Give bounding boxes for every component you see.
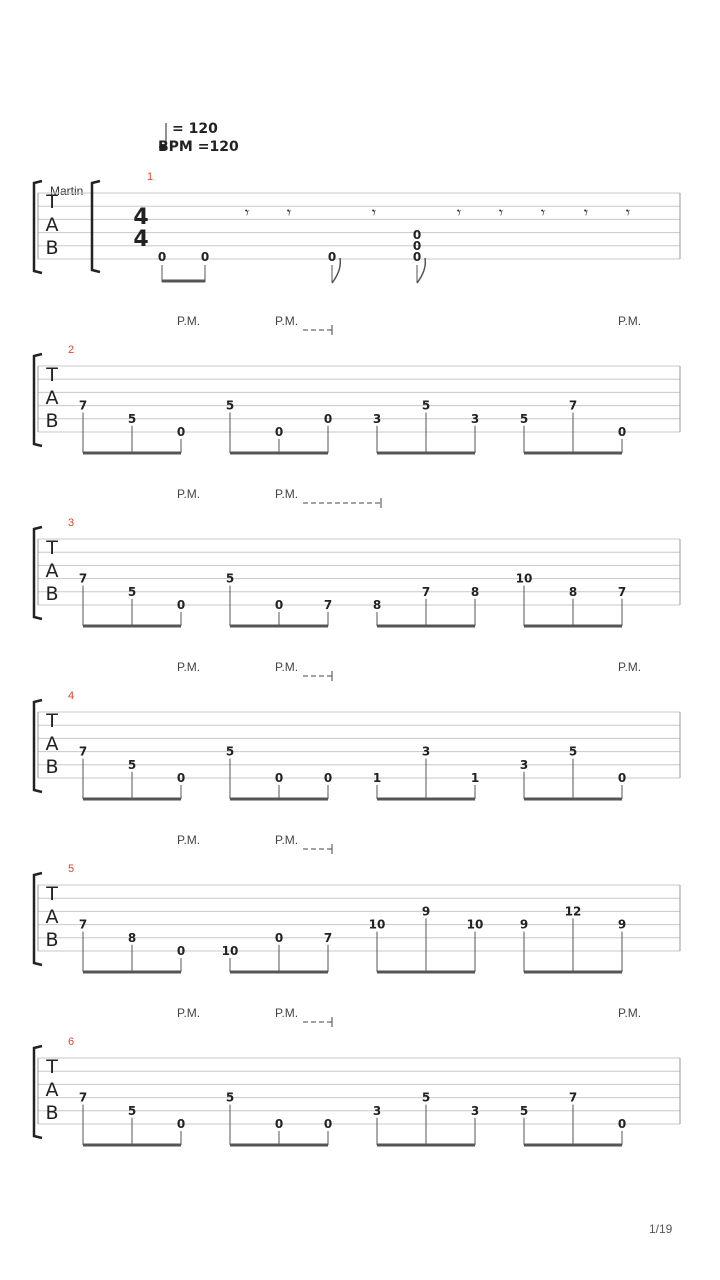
fret-number: 0	[327, 250, 337, 264]
fret-number: 9	[617, 917, 627, 932]
fret-number: 7	[617, 584, 627, 599]
fret-number: 3	[519, 757, 529, 772]
palm-mute-mark: P.M.	[618, 660, 642, 674]
tab-clef-t: T	[46, 191, 58, 213]
fret-number: 0	[617, 425, 627, 439]
measure-number: 4	[68, 690, 75, 702]
fret-number: 5	[568, 744, 578, 759]
fret-number: 5	[225, 1090, 235, 1105]
fret-number: 0	[323, 1117, 333, 1131]
fret-number: 5	[225, 744, 235, 759]
fret-number: 1	[372, 771, 382, 785]
tab-clef-t: T	[46, 883, 58, 905]
eighth-rest-icon: 𝄾	[625, 203, 631, 222]
tab-clef-a: A	[45, 906, 59, 928]
palm-mute-mark: P.M.	[275, 660, 299, 674]
fret-number: 7	[78, 917, 88, 932]
tab-clef-b: B	[45, 237, 59, 259]
fret-number: 7	[78, 744, 88, 759]
fret-number: 7	[78, 571, 88, 586]
tab-clef-b: B	[45, 756, 59, 778]
time-signature-bottom: 4	[133, 227, 149, 252]
track-bracket	[92, 181, 100, 272]
fret-number: 0	[176, 598, 186, 612]
fret-number: 0	[176, 771, 186, 785]
tab-clef-b: B	[45, 1102, 59, 1124]
palm-mute-mark: P.M.	[177, 660, 201, 674]
fret-number: 3	[470, 1103, 480, 1118]
fret-number: 0	[274, 1117, 284, 1131]
palm-mute-mark: P.M.	[177, 487, 201, 501]
fret-number: 7	[323, 930, 333, 945]
palm-mute-mark: P.M.	[275, 1006, 299, 1020]
fret-number: 5	[421, 1090, 431, 1105]
fret-number: 5	[421, 398, 431, 413]
fret-number: 0	[412, 228, 422, 242]
eighth-rest-icon: 𝄾	[583, 203, 589, 222]
fret-number: 5	[127, 411, 137, 426]
fret-number: 0	[200, 250, 210, 264]
fret-number: 3	[470, 411, 480, 426]
measure-number: 3	[68, 517, 75, 529]
measure-number: 6	[68, 1036, 75, 1048]
eighth-rest-icon: 𝄾	[244, 203, 250, 222]
fret-number: 8	[127, 930, 137, 945]
fret-number: 7	[568, 398, 578, 413]
fret-number: 1	[470, 771, 480, 785]
fret-number: 0	[176, 425, 186, 439]
measure-number: 2	[68, 344, 75, 356]
fret-number: 0	[412, 250, 422, 264]
palm-mute-mark: P.M.	[275, 833, 299, 847]
fret-number: 7	[323, 598, 333, 612]
fret-number: 5	[127, 584, 137, 599]
fret-number: 7	[568, 1090, 578, 1105]
fret-number: 0	[412, 239, 422, 253]
fret-number: 3	[372, 1103, 382, 1118]
palm-mute-mark: P.M.	[618, 314, 642, 328]
fret-number: 10	[466, 917, 484, 932]
palm-mute-mark: P.M.	[177, 833, 201, 847]
fret-number: 0	[274, 598, 284, 612]
fret-number: 5	[519, 411, 529, 426]
fret-number: 5	[225, 398, 235, 413]
fret-number: 8	[568, 584, 578, 599]
fret-number: 0	[274, 771, 284, 785]
fret-number: 0	[274, 425, 284, 439]
tab-clef-a: A	[45, 733, 59, 755]
palm-mute-mark: P.M.	[177, 314, 201, 328]
tab-clef-t: T	[46, 1056, 58, 1078]
fret-number: 0	[176, 1117, 186, 1131]
tab-clef-t: T	[46, 364, 58, 386]
eighth-rest-icon: 𝄾	[456, 203, 462, 222]
eighth-rest-icon: 𝄾	[540, 203, 546, 222]
eighth-rest-icon: 𝄾	[286, 203, 292, 222]
tab-clef-a: A	[45, 387, 59, 409]
fret-number: 0	[176, 944, 186, 958]
tab-clef-t: T	[46, 710, 58, 732]
fret-number: 0	[617, 1117, 627, 1131]
fret-number: 7	[421, 584, 431, 599]
fret-number: 3	[372, 411, 382, 426]
fret-number: 5	[225, 571, 235, 586]
page-number: 1/19	[649, 1222, 673, 1236]
palm-mute-mark: P.M.	[177, 1006, 201, 1020]
palm-mute-mark: P.M.	[275, 314, 299, 328]
fret-number: 5	[127, 1103, 137, 1118]
tab-clef-t: T	[46, 537, 58, 559]
palm-mute-mark: P.M.	[275, 487, 299, 501]
eighth-rest-icon: 𝄾	[498, 203, 504, 222]
fret-number: 5	[127, 757, 137, 772]
tab-clef-a: A	[45, 214, 59, 236]
tab-clef-a: A	[45, 1079, 59, 1101]
palm-mute-mark: P.M.	[618, 1006, 642, 1020]
measure-number: 1	[147, 171, 154, 183]
fret-number: 10	[221, 944, 239, 958]
fret-number: 3	[421, 744, 431, 759]
tab-clef-b: B	[45, 410, 59, 432]
fret-number: 9	[519, 917, 529, 932]
fret-number: 0	[323, 771, 333, 785]
fret-number: 0	[323, 411, 333, 426]
tab-clef-b: B	[45, 583, 59, 605]
track-name: Martin	[50, 184, 84, 198]
fret-number: 8	[372, 598, 382, 612]
tab-clef-a: A	[45, 560, 59, 582]
fret-number: 8	[470, 584, 480, 599]
tab-clef-b: B	[45, 929, 59, 951]
fret-number: 7	[78, 1090, 88, 1105]
fret-number: 9	[421, 904, 431, 919]
fret-number: 0	[157, 250, 167, 264]
tempo-quarter-equals: = 120	[172, 121, 218, 137]
time-signature-top: 4	[133, 205, 149, 230]
tempo-bpm: BPM =120	[158, 139, 239, 155]
fret-number: 12	[564, 904, 582, 919]
fret-number: 10	[368, 917, 386, 932]
measure-number: 5	[68, 863, 75, 875]
fret-number: 0	[617, 771, 627, 785]
fret-number: 0	[274, 930, 284, 945]
fret-number: 10	[515, 571, 533, 586]
eighth-rest-icon: 𝄾	[371, 203, 377, 222]
fret-number: 5	[519, 1103, 529, 1118]
fret-number: 7	[78, 398, 88, 413]
